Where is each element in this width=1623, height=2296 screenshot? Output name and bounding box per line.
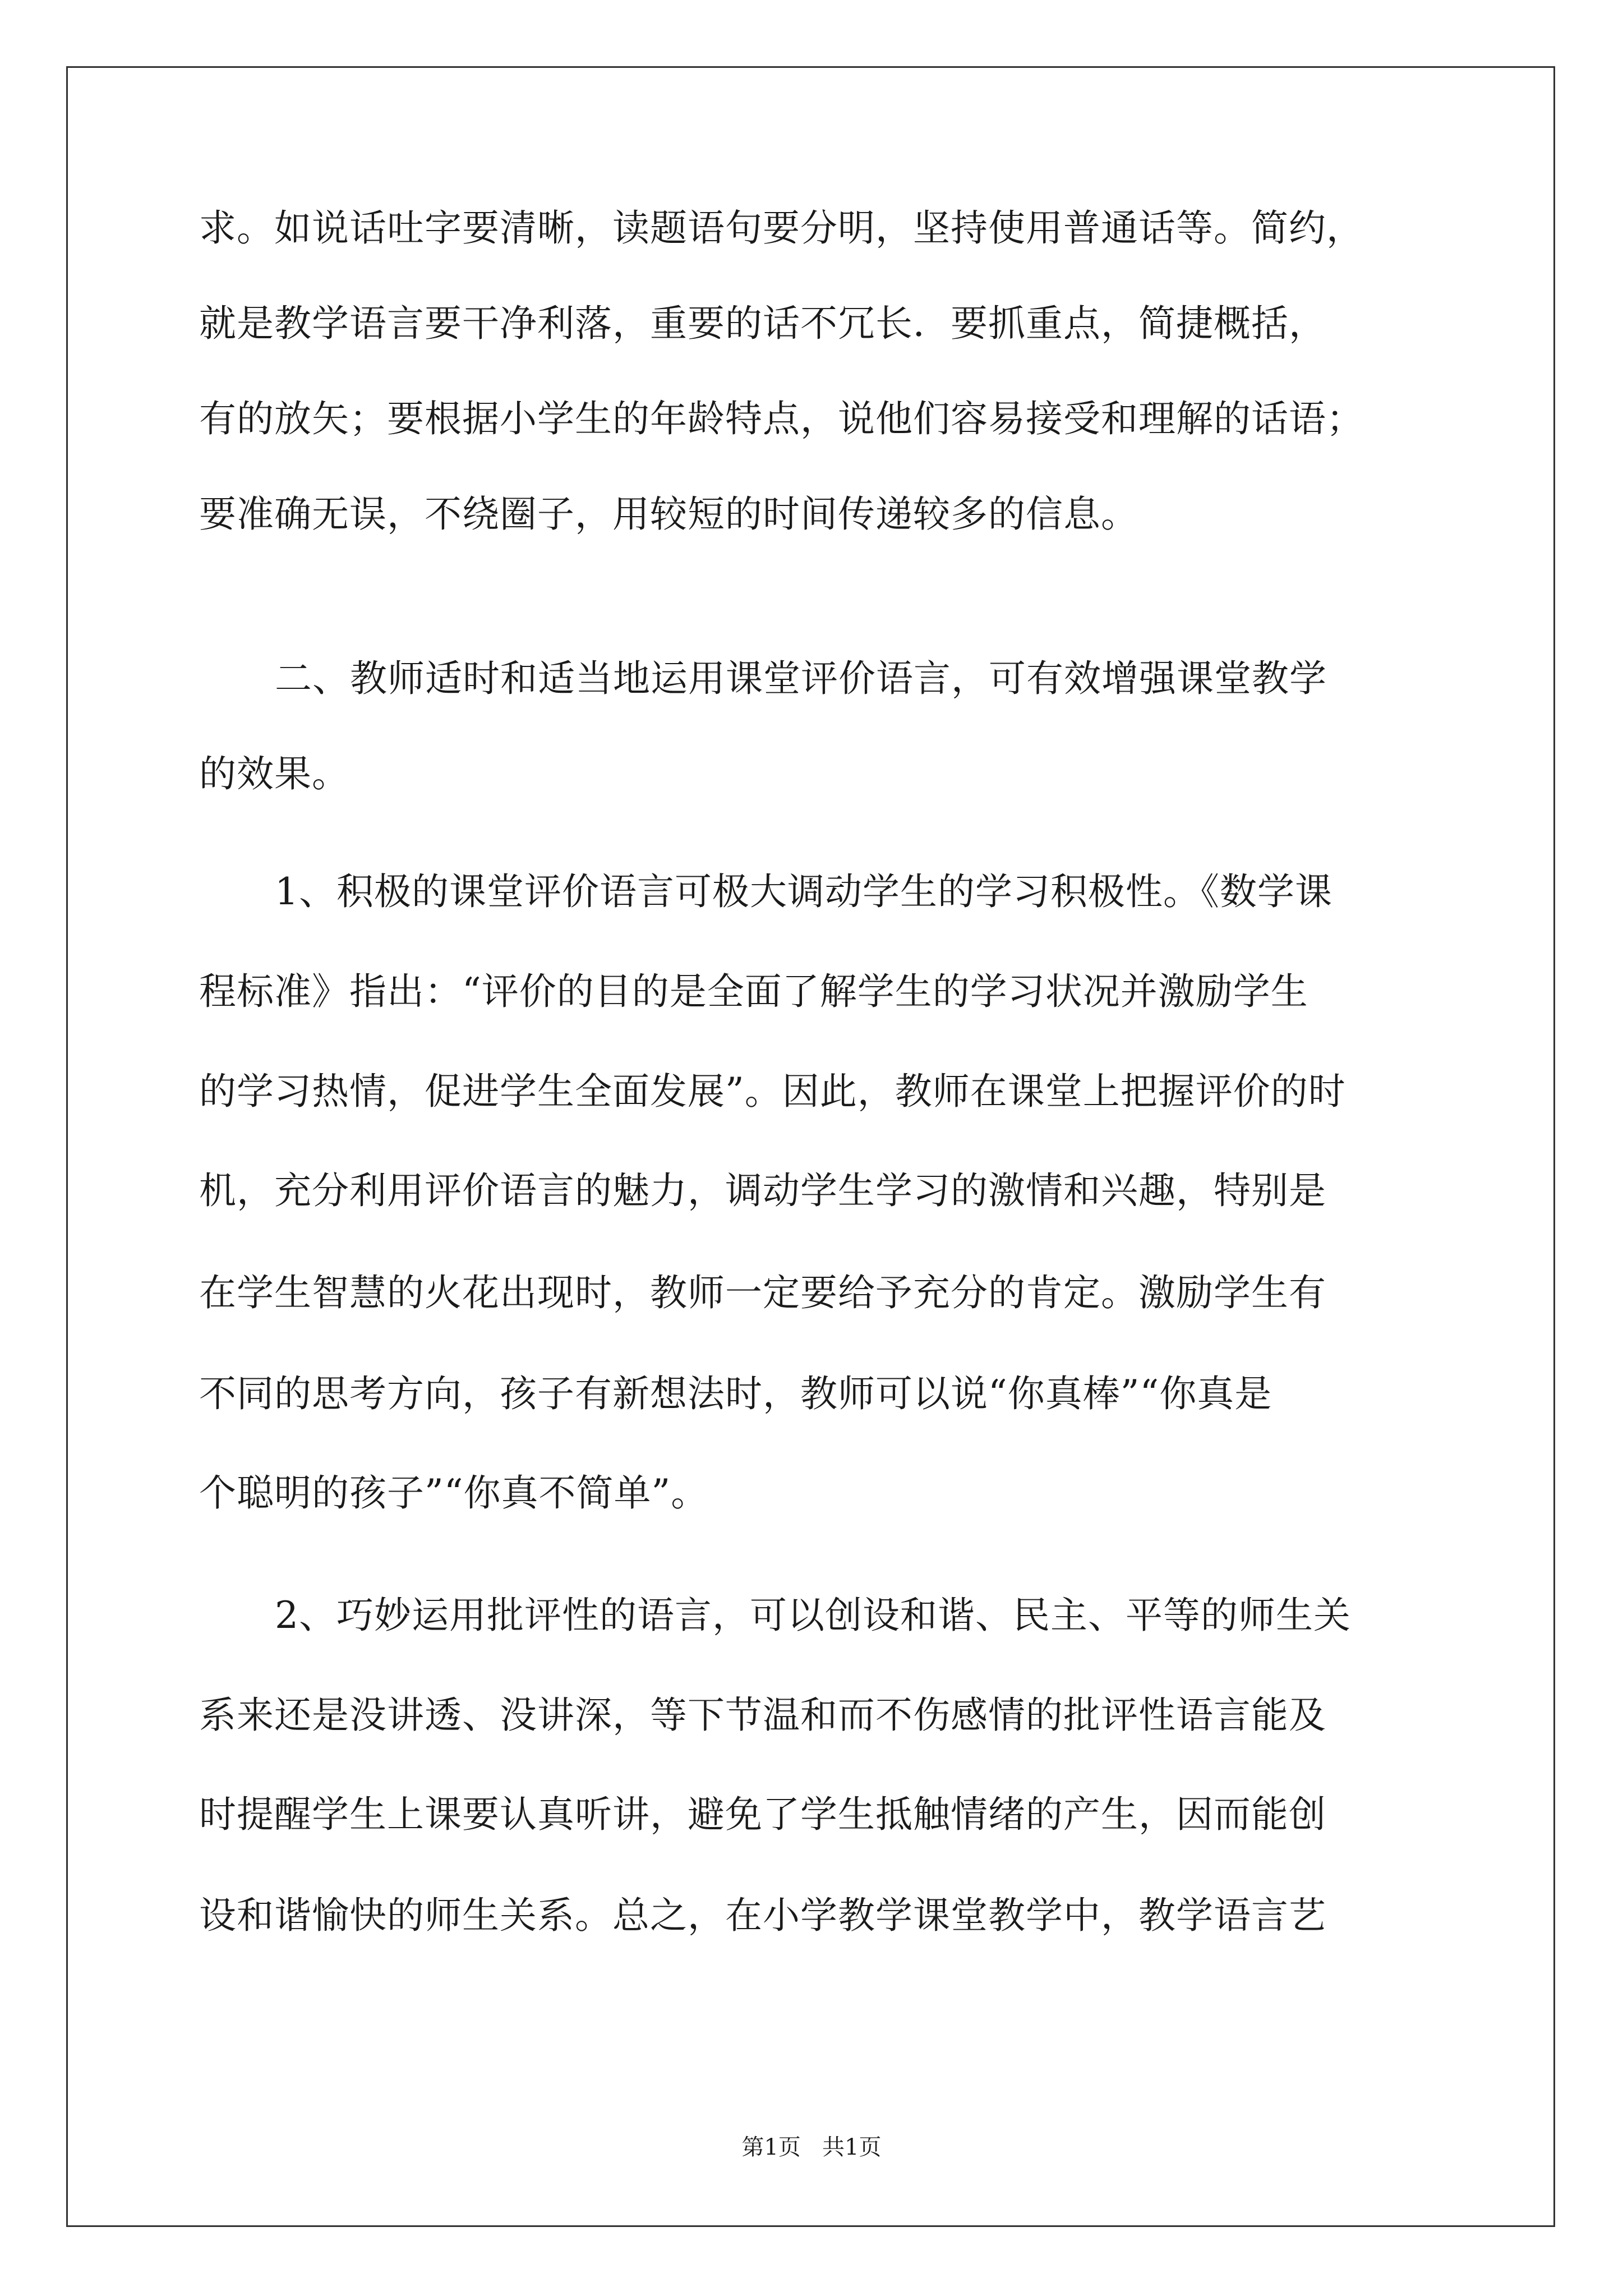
section-heading-2-cont: 的效果。 <box>199 752 349 795</box>
body-line-3: 有的放矢；要根据小学生的年龄特点，说他们容易接受和理解的话语； <box>199 397 1364 440</box>
paragraph-2-line-4: 设和谐愉快的师生关系。总之，在小学教学课堂教学中，教学语言艺 <box>199 1894 1326 1937</box>
body-line-2: 就是教学语言要干净利落，重要的话不冗长．要抓重点，简捷概括， <box>199 302 1326 345</box>
paragraph-1-line-6: 不同的思考方向，孩子有新想法时，教师可以说“你真棒”“你真是 <box>199 1372 1272 1415</box>
paragraph-1-line-7: 个聪明的孩子”“你真不简单”。 <box>199 1471 709 1515</box>
paragraph-1-line-1: 1、积极的课堂评价语言可极大调动学生的学习积极性。《数学课 <box>275 870 1332 913</box>
paragraph-1-line-2: 程标准》指出：“评价的目的是全面了解学生的学习状况并激励学生 <box>199 970 1308 1013</box>
paragraph-2-line-3: 时提醒学生上课要认真听讲，避免了学生抵触情绪的产生，因而能创 <box>199 1793 1326 1836</box>
page-number-footer: 第1页 共1页 <box>741 2134 882 2160</box>
section-heading-2: 二、教师适时和适当地运用课堂评价语言，可有效增强课堂教学 <box>275 657 1327 700</box>
paragraph-1-line-4: 机，充分利用评价语言的魅力，调动学生学习的激情和兴趣，特别是 <box>199 1169 1326 1212</box>
paragraph-2-line-1: 2、巧妙运用批评性的语言，可以创设和谐、民主、平等的师生关 <box>275 1594 1351 1637</box>
paragraph-1-line-5: 在学生智慧的火花出现时，教师一定要给予充分的肯定。激励学生有 <box>199 1271 1326 1314</box>
body-line-4: 要准确无误，不绕圈子，用较短的时间传递较多的信息。 <box>199 493 1138 536</box>
body-line-1: 求。如说话吐字要清晰，读题语句要分明，坚持使用普通话等。简约， <box>199 206 1364 250</box>
paragraph-2-line-2: 系来还是没讲透、没讲深，等下节温和而不伤感情的批评性语言能及 <box>199 1694 1326 1737</box>
paragraph-1-line-3: 的学习热情，促进学生全面发展”。因此，教师在课堂上把握评价的时 <box>199 1070 1346 1113</box>
